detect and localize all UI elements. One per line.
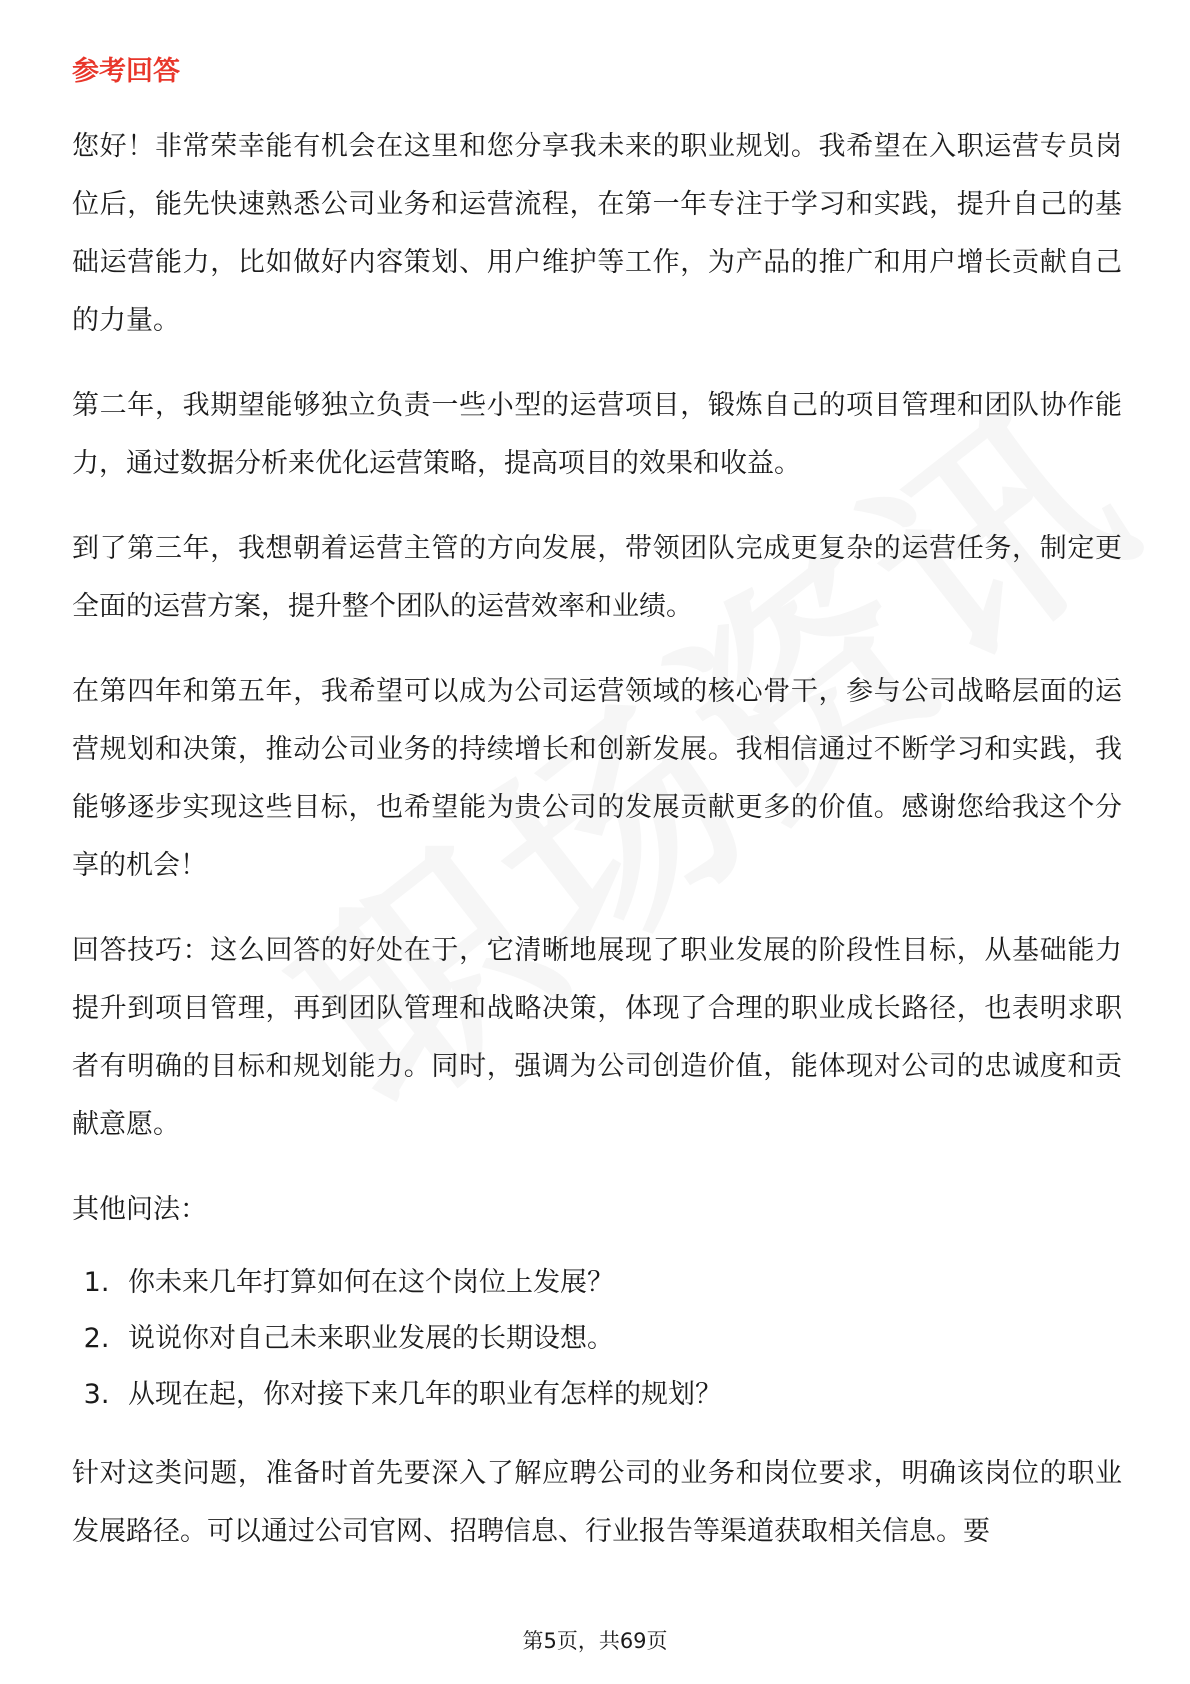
page-indicator: 第5页，共69页 xyxy=(522,1629,668,1653)
other-questions-label: 其他问法： xyxy=(72,1194,207,1225)
document-body xyxy=(72,40,1122,1588)
paragraph-year-two: 第二年，我期望能够独立负责一些小型的运营项目，锻炼自己的项目管理和团队协作能力，通过数据分析来优化运营策略，提高项目的效果和收益。 xyxy=(72,390,1122,479)
list-item: 1. 你未来几年打算如何在这个岗位上发展？ xyxy=(118,1255,1122,1311)
paragraph-preparation: 针对这类问题，准备时首先要深入了解应聘公司的业务和岗位要求，明确该岗位的职业发展路径。可以通过公司官网、招聘信息、行业报告等渠道获取相关信息。要 xyxy=(72,1458,1122,1547)
paragraph-year-three: 到了第三年，我想朝着运营主管的方向发展，带领团队完成更复杂的运营任务，制定更全面的运营方案，提升整个团队的运营效率和业绩。 xyxy=(72,533,1122,622)
paragraph-years-four-five: 在第四年和第五年，我希望可以成为公司运营领域的核心骨干，参与公司战略层面的运营规划和决策，推动公司业务的持续增长和创新发展。我相信通过不断学习和实践，我能够逐步实现这些目标，也希望能为贵公司的发展贡献更多的价值。感谢您给我这个分享的机会！ xyxy=(72,676,1122,881)
list-item: 2. 说说你对自己未来职业发展的长期设想。 xyxy=(118,1311,1122,1367)
section-heading: 参考回答 xyxy=(72,56,180,87)
list-item: 3. 从现在起，你对接下来几年的职业有怎样的规划？ xyxy=(118,1367,1122,1423)
paragraph-intro: 您好！非常荣幸能有机会在这里和您分享我未来的职业规划。我希望在入职运营专员岗位后，能先快速熟悉公司业务和运营流程，在第一年专注于学习和实践，提升自己的基础运营能力，比如做好内容策划、用户维护等工作，为产品的推广和用户增长贡献自己的力量。 xyxy=(72,131,1122,336)
other-questions-list xyxy=(72,1255,1122,1423)
paragraph-answer-tips: 回答技巧：这么回答的好处在于，它清晰地展现了职业发展的阶段性目标，从基础能力提升到项目管理，再到团队管理和战略决策，体现了合理的职业成长路径，也表明求职者有明确的目标和规划能力。同时，强调为公司创造价值，能体现对公司的忠诚度和贡献意愿。 xyxy=(72,935,1122,1140)
